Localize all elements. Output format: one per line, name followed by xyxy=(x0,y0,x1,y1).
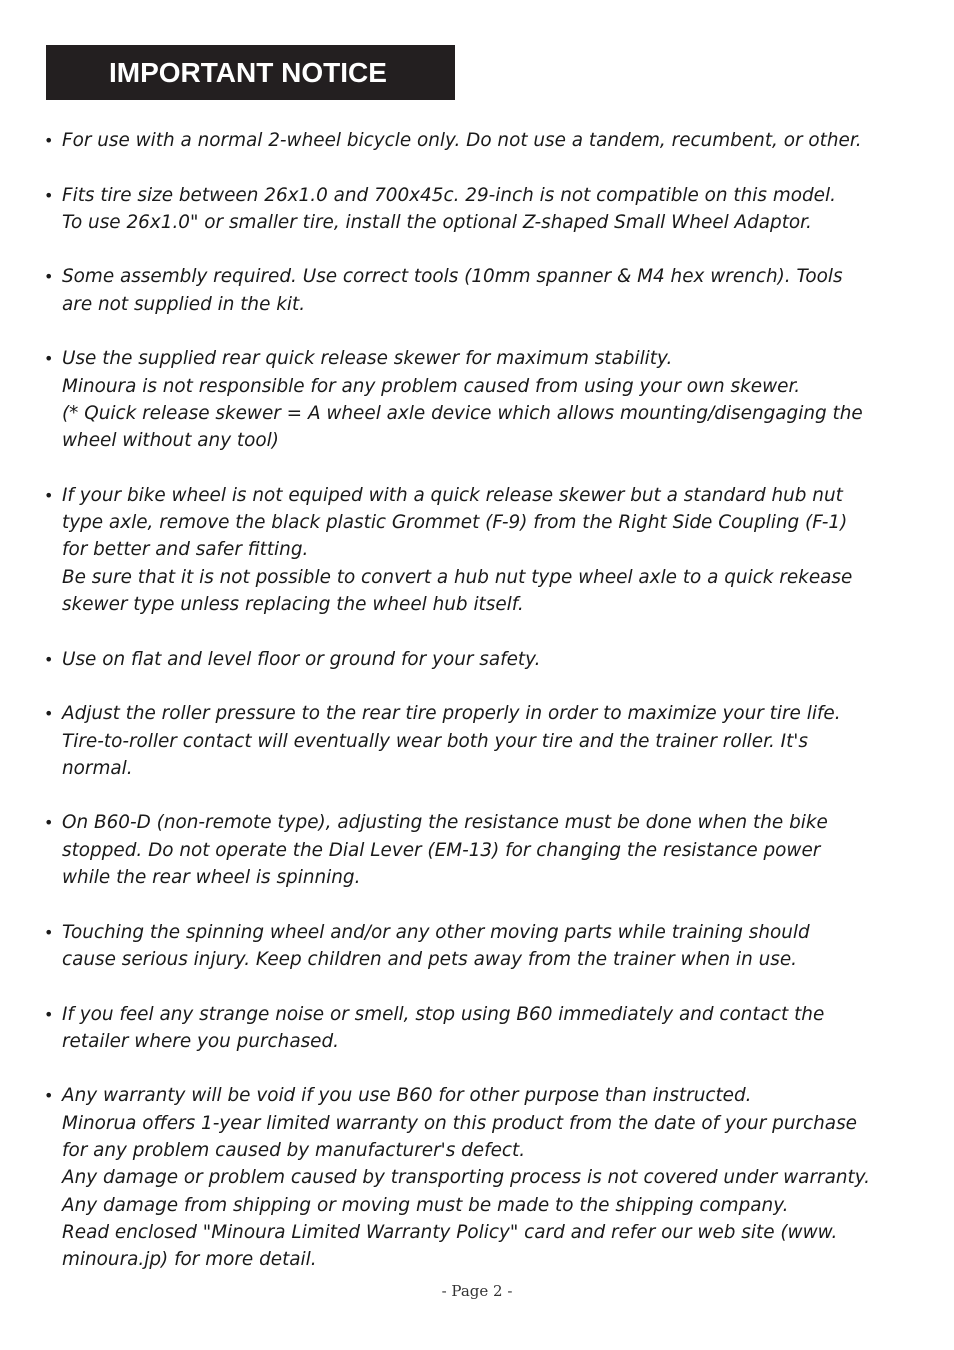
notice-item xyxy=(44,809,924,891)
title-banner xyxy=(46,45,455,100)
notice-text: Fits tire size between 26x1.0 and 700x45c. 29-inch is not compatible on this model. xyxy=(62,184,836,206)
notice-item xyxy=(44,263,924,318)
notice-item xyxy=(44,127,924,154)
bullet-icon: • xyxy=(44,813,54,833)
notice-text: Any damage from shipping or moving must be made to the shipping company. xyxy=(62,1194,789,1216)
notice-text: Any damage or problem caused by transporting process is not covered under warranty. xyxy=(62,1167,871,1189)
bullet-icon: • xyxy=(44,1004,54,1024)
bullet-icon: • xyxy=(44,1086,54,1106)
bullet-icon: • xyxy=(44,649,54,669)
notice-text: Adjust the roller pressure to the rear tire properly in order to maximize your tire life. xyxy=(62,703,841,725)
notice-item xyxy=(44,919,924,974)
notice-text: To use 26x1.0" or smaller tire, install the optional Z-shaped Small Wheel Adaptor. xyxy=(62,211,812,233)
notice-item xyxy=(44,700,924,782)
notice-text: Minorua offers 1-year limited warranty on this product from the date of your purchase for any problem caused by manufacturer's defect. xyxy=(62,1112,857,1161)
bullet-icon: • xyxy=(44,485,54,505)
notice-text: Some assembly required. Use correct tools (10mm spanner & M4 hex wrench). Tools are not supplied in the kit. xyxy=(62,266,843,315)
bullet-icon: • xyxy=(44,704,54,724)
notice-item xyxy=(44,1082,924,1273)
page-title: IMPORTANT NOTICE xyxy=(109,56,387,88)
notice-text: If your bike wheel is not equiped with a quick release skewer but a standard hub nut type axle, remove the black plastic Grommet (F-9) from the Right Side Coupling (F-1) for better and safer fitting. xyxy=(62,484,848,561)
notice-text: Use the supplied rear quick release skewer for maximum stability. xyxy=(62,348,673,370)
page-number: - Page 2 - xyxy=(441,1282,513,1300)
notice-text: Tire-to-roller contact will eventually wear both your tire and the trainer roller. It's normal. xyxy=(62,730,808,779)
notice-list xyxy=(44,127,924,1301)
bullet-icon: • xyxy=(44,131,54,150)
notice-text: For use with a normal 2-wheel bicycle only. Do not use a tandem, recumbent, or other. xyxy=(62,130,862,151)
notice-item xyxy=(44,345,924,454)
notice-text: (* Quick release skewer = A wheel axle device which allows mounting/disengaging the wheel without any tool) xyxy=(62,402,863,452)
notice-text: Touching the spinning wheel and/or any other moving parts while training should cause serious injury. Keep children and pets away from the trainer when in use. xyxy=(62,921,810,970)
bullet-icon: • xyxy=(44,267,54,287)
bullet-icon: • xyxy=(44,922,54,942)
notice-item xyxy=(44,482,924,618)
notice-text: If you feel any strange noise or smell, stop using B60 immediately and contact the retailer where you purchased. xyxy=(62,1003,825,1052)
notice-text: Any warranty will be void if you use B60 for other purpose than instructed. xyxy=(62,1085,752,1107)
bullet-icon: • xyxy=(44,349,54,369)
notice-text: Minoura is not responsible for any problem caused from using your own skewer. xyxy=(62,375,801,397)
notice-text: On B60-D (non-remote type), adjusting the resistance must be done when the bike stopped. Do not operate the Dial Lever (EM-13) for changing the resistance power while the rear wheel is spinning. xyxy=(62,812,828,889)
notice-item xyxy=(44,1001,924,1056)
notice-text: Read enclosed "Minoura Limited Warranty Policy" card and refer our web site (www. minoura.jp) for more detail. xyxy=(62,1221,838,1271)
notice-item xyxy=(44,646,924,673)
notice-text: Be sure that it is not possible to convert a hub nut type wheel axle to a quick rekease skewer type unless replacing the wheel hub itself. xyxy=(62,566,853,616)
notice-text: Use on flat and level floor or ground for your safety. xyxy=(62,648,541,670)
bullet-icon: • xyxy=(44,185,54,205)
notice-item xyxy=(44,182,924,237)
